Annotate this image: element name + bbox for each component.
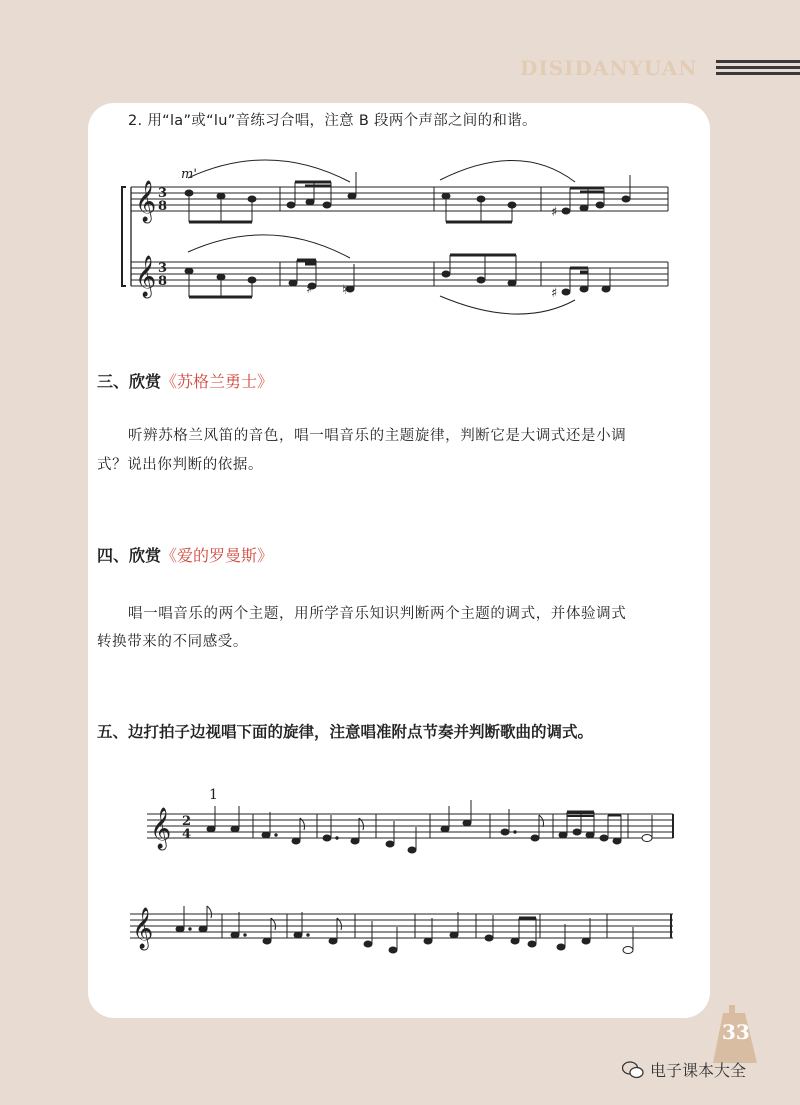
- page-number: 33: [722, 1020, 750, 1044]
- section5-heading: 五、边打拍子边视唱下面的旋律，注意唱准附点节奏并判断歌曲的调式。: [97, 723, 594, 741]
- section4-paragraph-2: 转换带来的不同感受。: [97, 634, 248, 650]
- time-sig-upper-bottom: 8: [158, 199, 168, 214]
- svg-text:♯: ♯: [551, 205, 558, 220]
- page-header-title: DISIDANYUAN: [520, 56, 698, 80]
- svg-text:♯: ♯: [551, 286, 558, 301]
- exercise2-instruction: 2. 用“la”或“lu”音练习合唱，注意 B 段两个声部之间的和谐。: [128, 113, 537, 129]
- wechat-icon: [622, 1060, 644, 1080]
- notes-melody-2: [176, 906, 633, 954]
- section3-title: 《苏格兰勇士》: [161, 372, 274, 391]
- treble-clef-upper: 𝄞: [135, 181, 157, 222]
- time-sig-melody-bottom: 4: [182, 827, 192, 842]
- melody-mark: 1: [209, 787, 218, 803]
- watermark-text: 电子课本大全: [650, 1061, 747, 1080]
- time-sig-upper-top: 3: [158, 186, 168, 201]
- svg-text:♯: ♯: [306, 282, 313, 297]
- treble-clef-lower: 𝄞: [135, 256, 157, 297]
- section4-label: 四、欣赏: [97, 546, 162, 565]
- section4-paragraph-1: 唱一唱音乐的两个主题，用所学音乐知识判断两个主题的调式，并体验调式: [128, 606, 627, 622]
- section3-paragraph-2: 式？说出你判断的依据。: [97, 457, 264, 473]
- time-sig-melody-top: 2: [182, 814, 192, 829]
- svg-text:♮: ♮: [342, 283, 347, 298]
- time-sig-lower-top: 3: [158, 261, 168, 276]
- section4-title: 《爱的罗曼斯》: [161, 546, 274, 565]
- treble-clef-melody-1: 𝄞: [150, 808, 172, 849]
- treble-clef-melody-2: 𝄞: [132, 908, 154, 949]
- time-sig-lower-bottom: 8: [158, 274, 168, 289]
- section3-paragraph-1: 听辨苏格兰风笛的音色，唱一唱音乐的主题旋律，判断它是大调式还是小调: [128, 428, 627, 444]
- section3-label: 三、欣赏: [97, 372, 162, 391]
- dynamic-mark: m': [181, 167, 197, 182]
- watermark: [622, 1058, 746, 1081]
